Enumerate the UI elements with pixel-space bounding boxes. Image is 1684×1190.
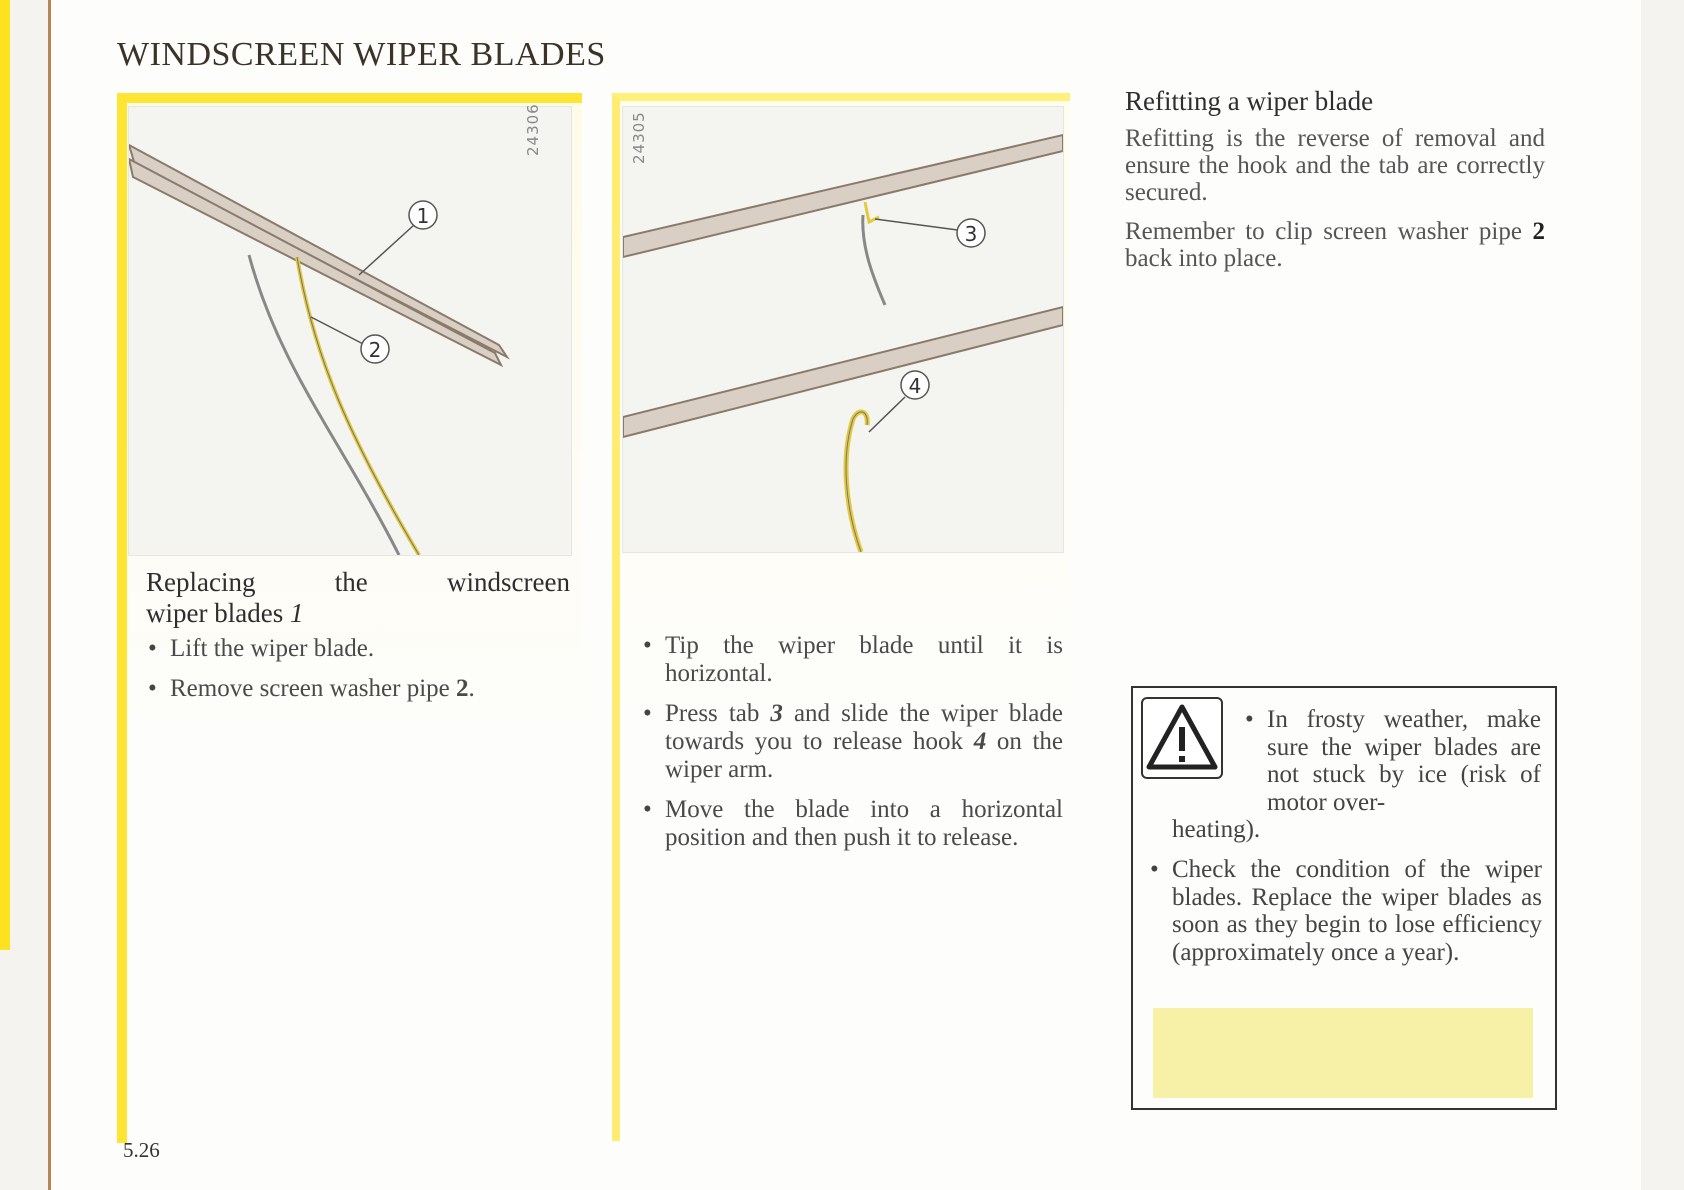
replacing-heading-line1: Replacing the windscreen: [146, 567, 570, 597]
step-remove-pipe-text: Remove screen washer pipe: [170, 675, 456, 702]
step-press-tab-pre: Press tab: [665, 700, 771, 727]
callout-4: [901, 371, 929, 399]
callout-1-label: 1: [416, 204, 430, 228]
step-tip-blade: • Tip the wiper blade until it is horizontal.: [641, 632, 1063, 688]
warning-frost: • In frosty weather, make sure the wiper blades are not stuck by ice (risk of motor over-: [1245, 706, 1541, 816]
callout-3-label: 3: [964, 222, 978, 246]
step-remove-pipe-end: .: [468, 675, 475, 702]
washer-pipe-paragraph: [1125, 218, 1545, 272]
page-number: 5.26: [123, 1138, 160, 1162]
release-steps: [641, 632, 1063, 864]
washer-pipe-end: back into place.: [1125, 245, 1283, 272]
warning-frost-tail: heating).: [1172, 816, 1261, 843]
page-title: WINDSCREEN WIPER BLADES: [117, 36, 606, 73]
wiper-illustration-removal: [128, 106, 572, 556]
callout-4-label: 4: [908, 374, 922, 398]
callout-1: [409, 201, 437, 229]
replacing-heading-line2: [146, 598, 303, 628]
wiper-release-drawing: [623, 107, 1063, 552]
figure-number-2: 24305: [630, 111, 648, 164]
wiper-removal-drawing: [129, 107, 571, 555]
step-remove-pipe: [146, 675, 546, 703]
step-lift-blade: • Lift the wiper blade.: [146, 635, 546, 663]
refitting-paragraph: Refitting is the reverse of removal and ensure the hook and the tab are correctly secured.: [1125, 125, 1545, 206]
step-move-blade: • Move the blade into a horizontal position and then push it to release.: [641, 796, 1063, 852]
step-press-tab-post: on the wiper arm.: [665, 728, 1064, 783]
right-column-bar: [0, 0, 10, 950]
step-press-tab-mid: and slide the wiper blade towards you to release hook: [665, 700, 1063, 755]
step-press-tab-ref1: 3: [770, 700, 783, 727]
refitting-heading: Refitting a wiper blade: [1125, 86, 1374, 116]
callout-2-label: 2: [368, 338, 382, 362]
warning-highlight: [1153, 1008, 1533, 1098]
warning-box: [1131, 686, 1557, 1110]
callout-2: [361, 335, 389, 363]
washer-pipe-text: Remember to clip screen washer pipe: [1125, 218, 1533, 245]
warning-condition: • Check the condition of the wiper blades. Replace the wiper blades as soon as they begin to lose efficiency (approximately once a year).: [1150, 856, 1542, 966]
step-remove-pipe-ref: 2: [456, 675, 469, 702]
figure-number-1: 24306: [524, 103, 542, 156]
replacing-heading-text: wiper blades: [146, 598, 284, 628]
callout-3: [957, 219, 985, 247]
replacing-steps: [146, 635, 546, 715]
step-press-tab: [641, 700, 1063, 784]
warning-triangle-icon: [1141, 697, 1223, 779]
warning-frost-list: [1245, 706, 1541, 816]
step-press-tab-ref2: 4: [973, 728, 987, 755]
washer-pipe-ref: 2: [1532, 218, 1545, 245]
replacing-heading-ref: 1: [289, 598, 304, 628]
wiper-illustration-release: [622, 106, 1064, 553]
warning-condition-list: [1150, 856, 1542, 966]
replacing-heading: [146, 567, 570, 629]
